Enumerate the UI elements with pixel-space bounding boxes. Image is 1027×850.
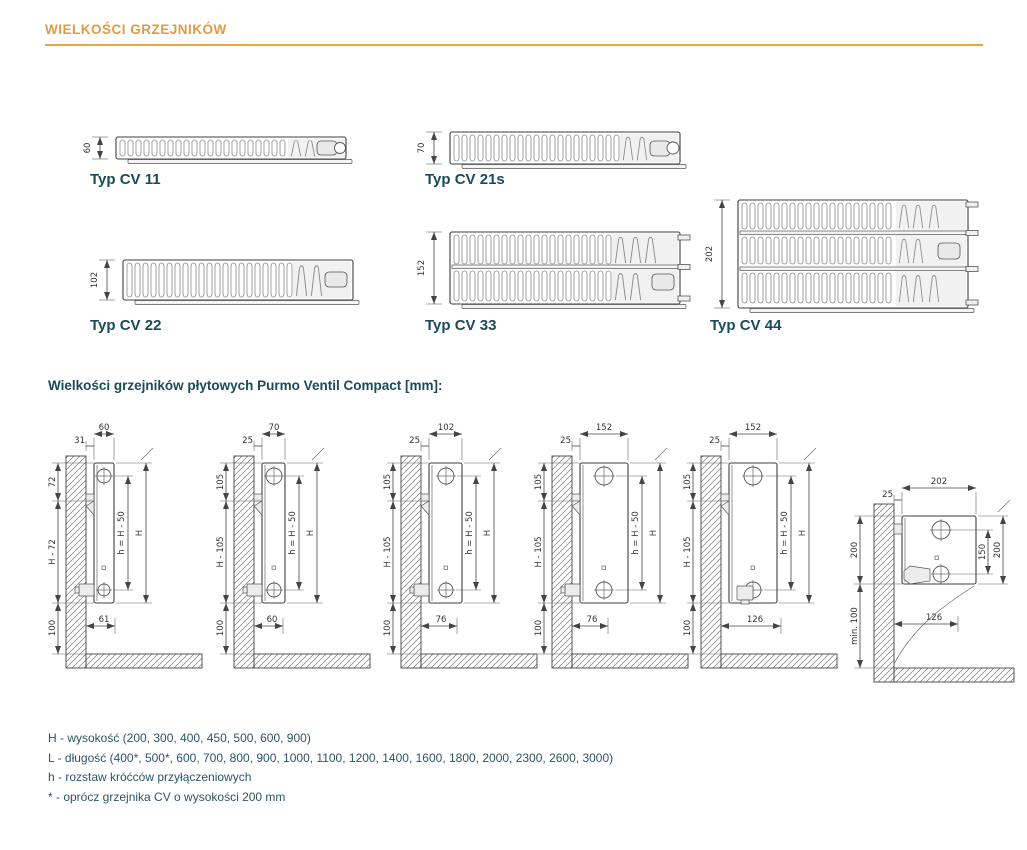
side-view-cv21s xyxy=(214,418,379,683)
svg-text:105: 105 xyxy=(216,473,226,491)
svg-text:76: 76 xyxy=(435,615,447,625)
svg-text:126: 126 xyxy=(746,615,764,625)
legend-line-footnote: * - oprócz grzejnika CV o wysokości 200 mm xyxy=(48,789,286,804)
svg-text:100: 100 xyxy=(48,619,58,637)
title-rule xyxy=(45,44,983,46)
cv22-cross-section xyxy=(85,256,365,308)
svg-text:60: 60 xyxy=(98,423,110,433)
svg-text:72: 72 xyxy=(48,476,58,488)
svg-text:h = H - 50: h = H - 50 xyxy=(631,511,641,555)
cv11-radiator-body xyxy=(116,137,352,164)
cv11-depth-label: 60 xyxy=(83,142,93,154)
cv33-type-label: Typ CV 33 xyxy=(425,317,497,334)
cv33-cross-section xyxy=(412,228,692,312)
svg-text:H: H xyxy=(135,529,145,537)
svg-text:H - 105: H - 105 xyxy=(216,536,226,568)
svg-text:H - 105: H - 105 xyxy=(383,536,393,568)
svg-text:25: 25 xyxy=(242,436,253,446)
svg-text:152: 152 xyxy=(595,423,613,433)
cv11-type-label: Typ CV 11 xyxy=(90,171,161,188)
legend-line-height: H - wysokość (200, 300, 400, 450, 500, 600, 900) xyxy=(48,731,311,745)
svg-text:105: 105 xyxy=(683,473,693,491)
cv44-cross-section xyxy=(700,196,985,316)
radiator-and-fittings xyxy=(721,463,777,604)
cv21s-cross-section xyxy=(412,127,692,173)
cv11-cross-section xyxy=(78,132,358,170)
floor-hatch xyxy=(894,668,1014,682)
svg-text:H: H xyxy=(306,529,316,537)
svg-text:25: 25 xyxy=(882,490,893,500)
cv22-depth-label: 102 xyxy=(90,271,100,289)
cv44-depth-dimension xyxy=(705,200,730,308)
svg-text:202: 202 xyxy=(930,477,948,487)
section-subheading: Wielkości grzejników płytowych Purmo Ventil Compact [mm]: xyxy=(48,378,443,393)
floor-hatch xyxy=(721,654,837,668)
svg-text:126: 126 xyxy=(925,613,943,623)
cv22-radiator-body xyxy=(123,260,359,305)
svg-text:min. 100: min. 100 xyxy=(850,607,860,645)
legend-line-connection-spacing: h - rozstaw króćców przyłączeniowych xyxy=(48,770,252,784)
cv21s-depth-dimension xyxy=(417,132,442,164)
legend xyxy=(48,731,613,809)
cv22-type-label: Typ CV 22 xyxy=(90,317,162,334)
cv21s-depth-label: 70 xyxy=(417,142,427,154)
cv33-depth-dimension xyxy=(417,232,442,304)
svg-text:102: 102 xyxy=(437,423,455,433)
svg-text:25: 25 xyxy=(560,436,571,446)
wall-hatch xyxy=(552,456,572,668)
svg-text:100: 100 xyxy=(683,619,693,637)
wall-hatch xyxy=(234,456,254,668)
floor-hatch xyxy=(86,654,202,668)
wall-hatch xyxy=(66,456,86,668)
floor-hatch xyxy=(254,654,370,668)
svg-text:H: H xyxy=(483,529,493,537)
cv22-depth-dimension xyxy=(90,260,115,300)
svg-text:200: 200 xyxy=(850,541,860,559)
svg-text:H - 72: H - 72 xyxy=(48,539,58,565)
svg-text:100: 100 xyxy=(216,619,226,637)
side-view-cv33b xyxy=(681,418,846,683)
svg-text:76: 76 xyxy=(586,615,598,625)
wall-hatch xyxy=(874,504,894,682)
wall-hatch xyxy=(401,456,421,668)
side-view-low-cv44 xyxy=(846,474,1024,692)
floor-hatch xyxy=(421,654,537,668)
svg-text:25: 25 xyxy=(409,436,420,446)
svg-text:h = H - 50: h = H - 50 xyxy=(117,511,127,555)
svg-text:100: 100 xyxy=(534,619,544,637)
svg-text:h = H - 50: h = H - 50 xyxy=(465,511,475,555)
cv11-depth-dimension xyxy=(83,137,108,159)
svg-text:150: 150 xyxy=(978,543,988,561)
svg-text:31: 31 xyxy=(74,436,85,446)
cv33-depth-label: 152 xyxy=(417,259,427,277)
page-title: WIELKOŚCI GRZEJNIKÓW xyxy=(45,22,227,37)
svg-text:100: 100 xyxy=(383,619,393,637)
side-view-cv22 xyxy=(381,418,546,683)
svg-text:152: 152 xyxy=(744,423,762,433)
legend-line-length: L - długość (400*, 500*, 600, 700, 800, 900, 1000, 1100, 1200, 1400, 1600, 1800, 2000, 2300, 2600, 3000) xyxy=(48,750,614,765)
svg-text:H: H xyxy=(798,529,808,537)
svg-text:H: H xyxy=(649,529,659,537)
radiator-and-fittings xyxy=(894,516,976,664)
svg-text:h = H - 50: h = H - 50 xyxy=(780,511,790,555)
svg-text:105: 105 xyxy=(534,473,544,491)
svg-text:H - 105: H - 105 xyxy=(683,536,693,568)
svg-text:h = H - 50: h = H - 50 xyxy=(288,511,298,555)
cv33-radiator-body xyxy=(450,232,690,309)
cv44-depth-label: 202 xyxy=(705,245,715,263)
side-view-cv11 xyxy=(46,418,211,683)
cv21s-radiator-body xyxy=(450,132,686,169)
floor-hatch xyxy=(572,654,688,668)
cv21s-type-label: Typ CV 21s xyxy=(425,171,505,188)
svg-text:200: 200 xyxy=(993,541,1003,559)
wall-hatch xyxy=(701,456,721,668)
svg-text:61: 61 xyxy=(98,615,110,625)
svg-text:25: 25 xyxy=(709,436,720,446)
svg-text:105: 105 xyxy=(383,473,393,491)
cv44-type-label: Typ CV 44 xyxy=(710,317,782,334)
cv44-radiator-body xyxy=(738,200,978,313)
svg-text:70: 70 xyxy=(268,423,280,433)
svg-text:H - 105: H - 105 xyxy=(534,536,544,568)
side-view-cv33 xyxy=(532,418,697,683)
svg-text:60: 60 xyxy=(266,615,278,625)
